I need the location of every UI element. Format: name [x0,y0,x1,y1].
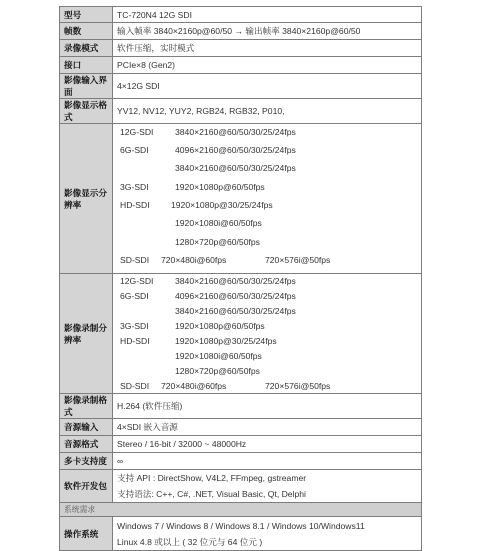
signal-type: HD-SDI [120,336,150,346]
spec-row-record-mode [60,40,422,57]
signal-type: 3G-SDI [120,321,149,331]
signal-type: SD-SDI [120,255,150,265]
spec-row-display-resolution [60,124,422,274]
row-label: 多卡支持度 [60,453,113,470]
row-label: 录像模式 [60,40,113,57]
row-label: 音源格式 [60,436,113,453]
resolution-value: 1920×1080p@30/25/24fps [171,200,273,210]
signal-type: 6G-SDI [120,145,149,155]
row-value: H.264 (软件压缩) [113,394,422,419]
spec-row-interface [60,57,422,74]
resolution-grid [117,274,417,393]
spec-row-audio-format [60,436,422,453]
row-value: YV12, NV12, YUY2, RGB24, RGB32, P010, [113,99,422,124]
spec-row-record-format [60,394,422,419]
row-label: 接口 [60,57,113,74]
row-label: 影像输入界面 [60,74,113,99]
resolution-value: 1920×1080i@60/50fps [175,218,262,228]
row-value: 4×12G SDI [113,74,422,99]
resolution-value: 1920×1080p@30/25/24fps [175,336,277,346]
resolution-value: 4096×2160@60/50/30/25/24fps [175,291,296,301]
signal-type: 12G-SDI [120,276,154,286]
resolution-value: 3840×2160@60/50/30/25/24fps [175,163,296,173]
row-label: 软件开发包 [60,470,113,503]
resolution-value: 1920×1080p@60/50fps [175,321,265,331]
spec-table [59,6,422,551]
spec-row-sdk [60,470,422,503]
resolution-value: 1920×1080p@60/50fps [175,182,265,192]
resolution-value: 3840×2160@60/50/30/25/24fps [175,127,296,137]
resolution-value: 3840×2160@60/50/30/25/24fps [175,306,296,316]
row-label: 影像录制格式 [60,394,113,419]
spec-row-audio-input [60,419,422,436]
resolution-value: 3840×2160@60/50/30/25/24fps [175,276,296,286]
resolution-value: 1280×720p@60/50fps [175,237,260,247]
sdk-api-line: 支持 API : DirectShow, V4L2, FFmpeg, gstreamer [117,473,307,483]
resolution-value: 720×576i@50fps [265,255,331,265]
resolution-value: 1920×1080i@60/50fps [175,351,262,361]
spec-row-framerate [60,23,422,40]
spec-row-display-format [60,99,422,124]
row-label: 影像显示分辨率 [60,124,113,274]
row-label: 音源输入 [60,419,113,436]
spec-row-multi-card [60,453,422,470]
row-label: 型号 [60,7,113,23]
spec-row-video-input [60,74,422,99]
spec-row-model [60,7,422,23]
resolution-value: 720×576i@50fps [265,381,331,391]
spec-row-os [60,517,422,551]
signal-type: SD-SDI [120,381,150,391]
sdk-language-line: 支持语法: C++, C#, .NET, Visual Basic, Qt, Delphi [117,489,306,499]
row-value: ∞ [113,453,422,470]
resolution-value: 4096×2160@60/50/30/25/24fps [175,145,296,155]
row-value: 软件压缩，实时模式 [113,40,422,57]
section-header-row [60,503,422,517]
row-label: 影像显示格式 [60,99,113,124]
spec-row-record-resolution [60,274,422,394]
row-value: PCIe×8 (Gen2) [113,57,422,74]
resolution-value: 720×480i@60fps [161,381,227,391]
signal-type: 12G-SDI [120,127,154,137]
os-linux-line: Linux 4.8 或以上 ( 32 位元与 64 位元 ) [117,536,263,547]
section-header: 系统需求 [60,503,422,517]
row-value: 4×SDI 嵌入音源 [113,419,422,436]
row-value: TC-720N4 12G SDI [113,7,422,23]
row-label: 影像录制分辨率 [60,274,113,394]
signal-type: 3G-SDI [120,182,149,192]
row-value: Stereo / 16-bit / 32000 ~ 48000Hz [113,436,422,453]
os-windows-line: Windows 7 / Windows 8 / Windows 8.1 / Windows 10/Windows11 [117,520,365,531]
resolution-value: 1280×720p@60/50fps [175,366,260,376]
signal-type: 6G-SDI [120,291,149,301]
resolution-value: 720×480i@60fps [161,255,227,265]
row-label: 帧数 [60,23,113,40]
row-value: 输入帧率 3840×2160p@60/50 → 输出帧率 3840×2160p@60/50 [113,23,422,40]
resolution-grid [117,124,417,273]
row-label: 操作系统 [60,517,113,551]
signal-type: HD-SDI [120,200,150,210]
